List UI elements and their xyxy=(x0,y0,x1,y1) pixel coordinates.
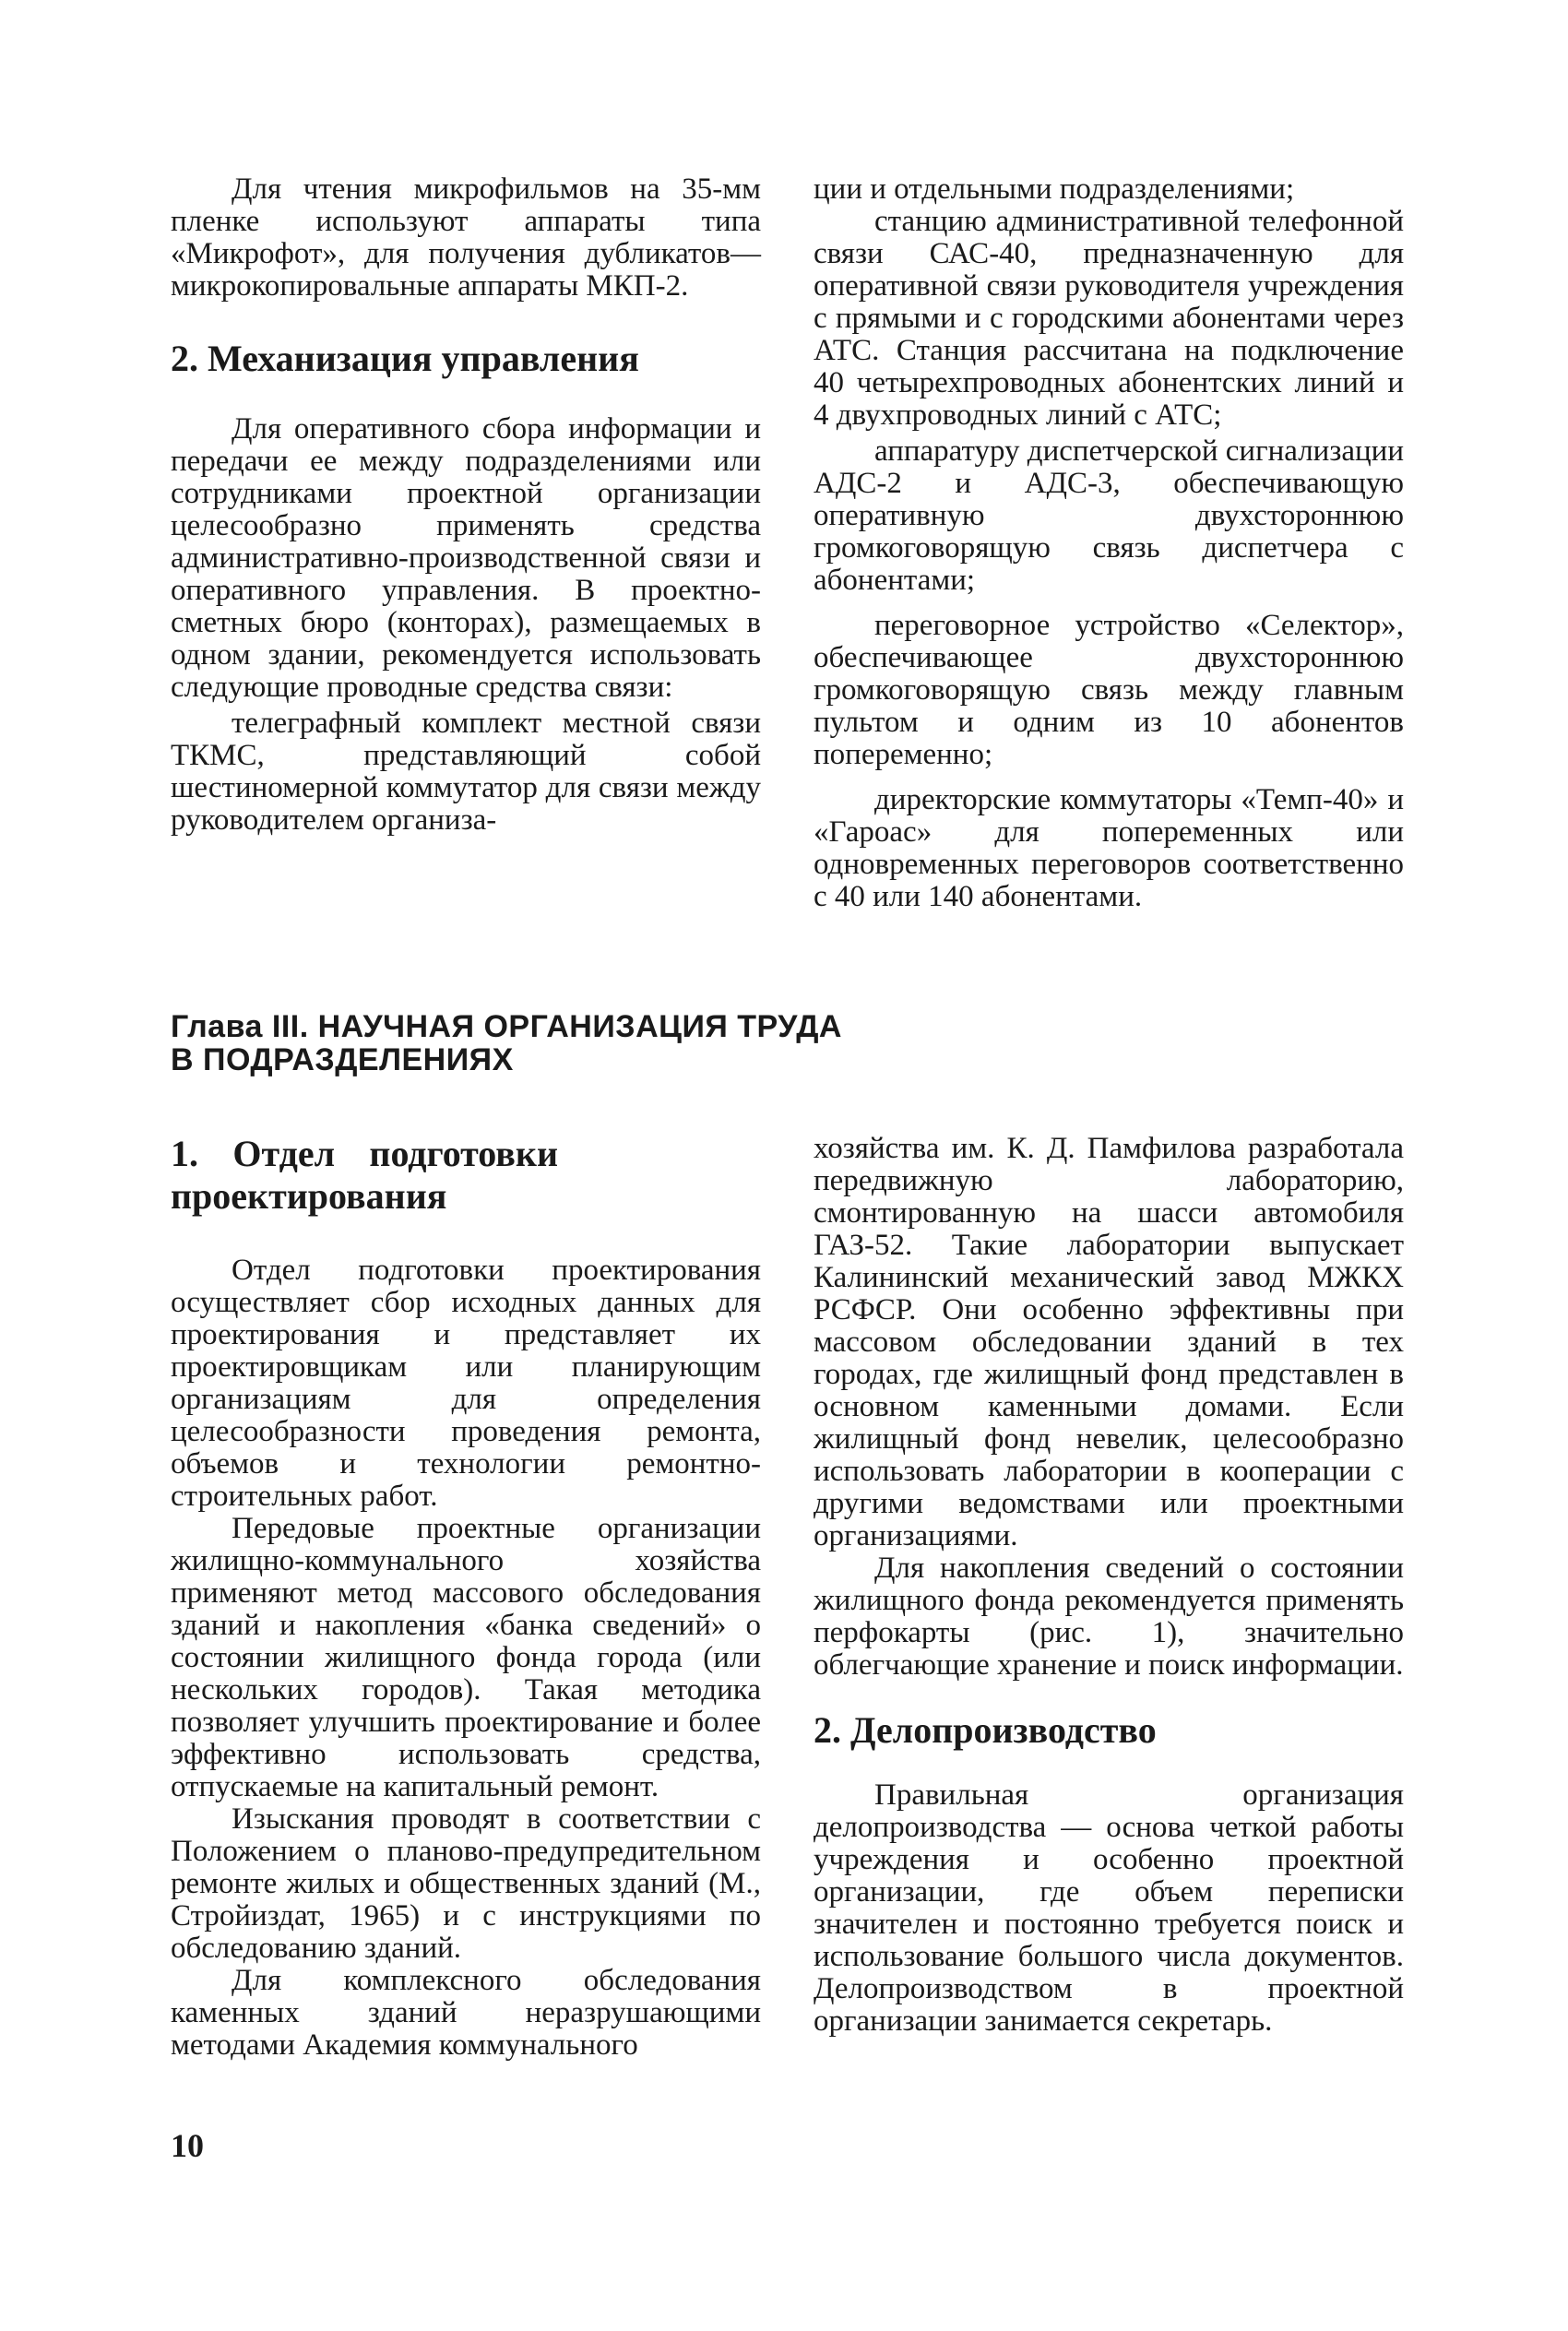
bottom-left-column xyxy=(171,1133,761,2062)
section-heading-design-preparation: 1. Отдел подготовки проектирования xyxy=(171,1133,558,1217)
paragraph-continuation: ции и отдельными подразделениями; xyxy=(814,172,1295,206)
paragraph-operative-communication: Для оперативного сбора информации и передачи ее между подразделениями или сотрудниками проектной организации целесообразно применять средства административно-производственной связи и оперативного управления. В проектно-сметных бюро (конторах), размещаемых в одном здании, рекомендуется использовать следующие проводные средства связи: xyxy=(171,412,761,704)
paragraph-tkms: телеграфный комплект местной связи ТКМС, представляющий собой шестиномерной коммутатор для связи между руководителем организа- xyxy=(171,707,761,837)
chapter-title-line2: В ПОДРАЗДЕЛЕНИЯХ xyxy=(171,1042,514,1077)
chapter-title-line1: Глава III. НАУЧНАЯ ОРГАНИЗАЦИЯ ТРУДА xyxy=(171,1009,842,1044)
paragraph-director-switchboards: директорские коммутаторы «Темп-40» и «Гароас» для попеременных или одновременных переговоров соответственно с 40 или 140 абонентами. xyxy=(814,783,1404,913)
section-heading-records-management: 2. Делопроизводство xyxy=(814,1709,1157,1751)
paragraph-ads: аппаратуру диспетчерской сигнализации АДС-2 и АДС-3, обеспечивающую оперативную двухстороннюю громкоговорящую связь диспетчера с абонентами; xyxy=(814,434,1404,597)
top-left-column xyxy=(171,173,761,837)
top-right-column xyxy=(814,173,1404,913)
bottom-right-column xyxy=(814,1133,1404,2038)
paragraph-punch-cards: Для накопления сведений о состоянии жилищного фонда рекомендуется применять перфокарты (рис. 1), значительно облегчающие хранение и поиск информации. xyxy=(814,1552,1404,1682)
chapter-title xyxy=(171,1010,1001,1076)
section-heading-mechanization: 2. Механизация управления xyxy=(171,338,639,379)
paragraph-sas40: станцию административной телефонной связи САС-40, предназначенную для оперативной связи руководителя учреждения с прямыми и с городскими абонентами через АТС. Станция рассчитана на подключение 40 четырехпроводных абонентских линий и 4 двухпроводных линий с АТС; xyxy=(814,205,1404,432)
paragraph-mobile-laboratory: хозяйства им. К. Д. Памфилова разработала передвижную лабораторию, смонтированную на шасси автомобиля ГАЗ-52. Такие лаборатории выпускает Калининский механический завод МЖКХ РСФСР. Они особенно эффективны при массовом обследовании зданий в тех городах, где жилищный фонд представлен в основном каменными домами. Если жилищный фонд невелик, целесообразно использовать лаборатории в кооперации с другими ведомствами или проектными организациями. xyxy=(814,1132,1404,1552)
paragraph-selector: переговорное устройство «Селектор», обеспечивающее двухстороннюю громкоговорящую связь между главным пультом и одним из 10 абонентов попеременно; xyxy=(814,609,1404,771)
paragraph-records-management: Правильная организация делопроизводства — основа четкой работы учреждения и особенно проектной организации, где объем переписки значителен и постоянно требуется поиск и использование большого числа документов. Делопроизводством в проектной организации занимается секретарь. xyxy=(814,1778,1404,2038)
paragraph-advanced-organizations: Передовые проектные организации жилищно-коммунального хозяйства применяют метод массового обследования зданий и накопления «банка сведений» о состоянии жилищного фонда города (или нескольких городов). Такая методика позволяет улучшить проектирование и более эффективно использовать средства, отпускаемые на капитальный ремонт. xyxy=(171,1512,761,1803)
paragraph-complex-inspection: Для комплексного обследования каменных зданий неразрушающими методами Академия коммунального xyxy=(171,1964,761,2062)
paragraph-surveys: Изыскания проводят в соответствии с Положением о планово-предупредительном ремонте жилых и общественных зданий (М., Стройиздат, 1965) и с инструкциями по обследованию зданий. xyxy=(171,1802,761,1965)
paragraph-microfilm: Для чтения микрофильмов на 35-мм пленке используют аппараты типа «Микрофот», для получения дубликатов—микрокопировальные аппараты МКП-2. xyxy=(171,172,761,303)
page-number: 10 xyxy=(171,2127,204,2164)
paragraph-design-department: Отдел подготовки проектирования осуществляет сбор исходных данных для проектирования и представляет их проектировщикам или планирующим организациям для определения целесообразности проведения ремонта, объемов и технологии ремонтно-строительных работ. xyxy=(171,1254,761,1513)
